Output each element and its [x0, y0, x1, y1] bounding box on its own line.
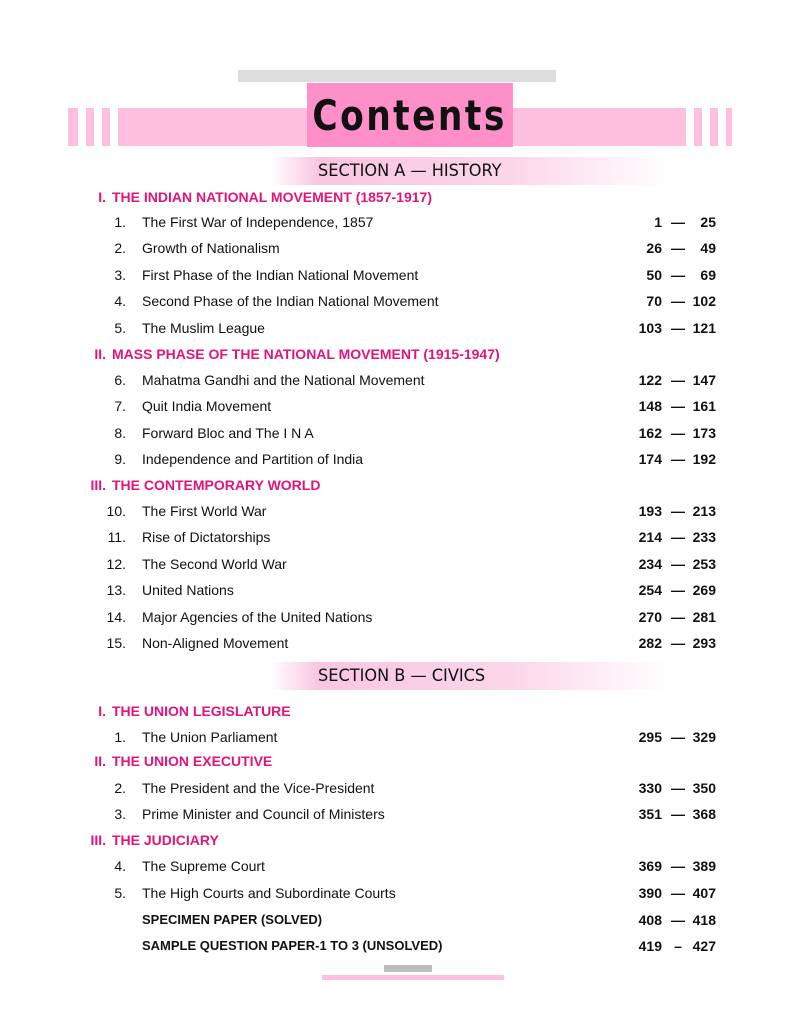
- chapter-number: 6.: [114, 372, 126, 388]
- chapter-number: 5.: [114, 885, 126, 901]
- chapter-number: 15.: [106, 635, 126, 651]
- chapter-row: 8. Forward Bloc and The I N A 162 — 173: [0, 424, 800, 442]
- chapter-title: The Second World War: [142, 556, 287, 572]
- chapter-number: 2.: [114, 780, 126, 796]
- unit-number: I.: [98, 703, 106, 719]
- chapter-row: 6. Mahatma Gandhi and the National Movement 122 — 147: [0, 371, 800, 389]
- chapter-title: Mahatma Gandhi and the National Movement: [142, 372, 425, 388]
- extra-row: SPECIMEN PAPER (SOLVED) 408 — 418: [142, 912, 716, 928]
- chapter-number: 4.: [114, 293, 126, 309]
- header-stripes-left: [78, 108, 118, 146]
- chapter-number: 5.: [114, 320, 126, 336]
- chapter-number: 12.: [106, 556, 126, 572]
- chapter-number: 3.: [114, 267, 126, 283]
- chapter-number: 11.: [107, 529, 126, 545]
- chapter-row: 11. Rise of Dictatorships 214 — 233: [0, 528, 800, 546]
- chapter-row: 5. The High Courts and Subordinate Courts 390 — 407: [0, 884, 800, 902]
- unit-heading: [0, 345, 800, 363]
- chapter-row: 14. Major Agencies of the United Nations 270 — 281: [0, 608, 800, 626]
- unit-heading: [0, 702, 800, 720]
- chapter-row: 1. The First War of Independence, 1857 1 — 25: [0, 213, 800, 231]
- section-a-header: [270, 157, 670, 185]
- chapter-row: 4. Second Phase of the Indian National Movement 70 — 102: [0, 292, 800, 310]
- chapter-number: 10.: [106, 503, 126, 519]
- unit-heading: [0, 831, 800, 849]
- chapter-title: Rise of Dictatorships: [142, 529, 271, 545]
- chapter-number: 8.: [114, 425, 126, 441]
- chapter-row: 12. The Second World War 234 — 253: [0, 555, 800, 573]
- chapter-number: 1.: [114, 729, 126, 745]
- header-top-bar: [238, 70, 556, 82]
- chapter-number: 1.: [114, 214, 126, 230]
- chapter-number: 3.: [114, 806, 126, 822]
- chapter-title: Second Phase of the Indian National Movement: [142, 293, 439, 309]
- chapter-title: The First World War: [142, 503, 267, 519]
- header-stripes-right: [686, 108, 726, 146]
- unit-title: THE JUDICIARY: [112, 832, 219, 848]
- section-a-title: SECTION A — HISTORY: [318, 161, 502, 181]
- chapter-title: Quit India Movement: [142, 398, 272, 414]
- footer-pink-bar: [322, 975, 504, 980]
- unit-number: II.: [94, 753, 106, 769]
- chapter-row: 5. The Muslim League 103 — 121: [0, 319, 800, 337]
- chapter-title: Forward Bloc and The I N A: [142, 425, 314, 441]
- title-box: [307, 83, 513, 147]
- chapter-title: The High Courts and Subordinate Courts: [142, 885, 396, 901]
- chapter-number: 4.: [114, 858, 126, 874]
- extra-title: SPECIMEN PAPER (SOLVED): [142, 912, 323, 927]
- unit-title: THE INDIAN NATIONAL MOVEMENT (1857-1917): [112, 189, 432, 205]
- page-title: Contents: [312, 90, 508, 140]
- chapter-title: The First War of Independence, 1857: [142, 214, 374, 230]
- unit-title: MASS PHASE OF THE NATIONAL MOVEMENT (1915-1947): [112, 346, 500, 362]
- chapter-row: 15. Non-Aligned Movement 282 — 293: [0, 634, 800, 652]
- chapter-title: First Phase of the Indian National Movement: [142, 267, 419, 283]
- unit-title: THE UNION EXECUTIVE: [112, 753, 273, 769]
- chapter-number: 7.: [114, 398, 126, 414]
- chapter-row: 10. The First World War 193 — 213: [0, 502, 800, 520]
- chapter-number: 9.: [114, 451, 126, 467]
- chapter-row: 2. The President and the Vice-President 330 — 350: [0, 779, 800, 797]
- chapter-row: 3. First Phase of the Indian National Movement 50 — 69: [0, 266, 800, 284]
- footer-grey-bar: [384, 965, 432, 972]
- chapter-row: 4. The Supreme Court 369 — 389: [0, 857, 800, 875]
- unit-number: III.: [90, 477, 106, 493]
- extra-title: SAMPLE QUESTION PAPER-1 TO 3 (UNSOLVED): [142, 938, 443, 953]
- unit-heading: [0, 188, 800, 206]
- chapter-row: 1. The Union Parliament 295 — 329: [0, 728, 800, 746]
- chapter-title: Non-Aligned Movement: [142, 635, 289, 651]
- section-b-title: SECTION B — CIVICS: [318, 666, 486, 686]
- chapter-title: The President and the Vice-President: [142, 780, 375, 796]
- chapter-title: The Union Parliament: [142, 729, 278, 745]
- chapter-row: 2. Growth of Nationalism 26 — 49: [0, 239, 800, 257]
- chapter-title: Major Agencies of the United Nations: [142, 609, 373, 625]
- chapter-row: 7. Quit India Movement 148 — 161: [0, 397, 800, 415]
- unit-title: THE UNION LEGISLATURE: [112, 703, 291, 719]
- chapter-number: 14.: [106, 609, 126, 625]
- extra-row: SAMPLE QUESTION PAPER-1 TO 3 (UNSOLVED) 419 – 427: [142, 938, 716, 954]
- unit-title: THE CONTEMPORARY WORLD: [112, 477, 321, 493]
- unit-number: I.: [98, 189, 106, 205]
- chapter-row: 9. Independence and Partition of India 174 — 192: [0, 450, 800, 468]
- chapter-row: 3. Prime Minister and Council of Ministers 351 — 368: [0, 805, 800, 823]
- chapter-row: 13. United Nations 254 — 269: [0, 581, 800, 599]
- chapter-title: The Supreme Court: [142, 858, 265, 874]
- unit-number: II.: [94, 346, 106, 362]
- unit-heading: [0, 476, 800, 494]
- chapter-number: 13.: [106, 582, 126, 598]
- unit-number: III.: [90, 832, 106, 848]
- unit-heading: [0, 752, 800, 770]
- chapter-number: 2.: [114, 240, 126, 256]
- chapter-title: Independence and Partition of India: [142, 451, 364, 467]
- chapter-title: Prime Minister and Council of Ministers: [142, 806, 385, 822]
- section-b-header: [270, 662, 670, 690]
- chapter-title: Growth of Nationalism: [142, 240, 280, 256]
- chapter-title: United Nations: [142, 582, 234, 598]
- chapter-title: The Muslim League: [142, 320, 265, 336]
